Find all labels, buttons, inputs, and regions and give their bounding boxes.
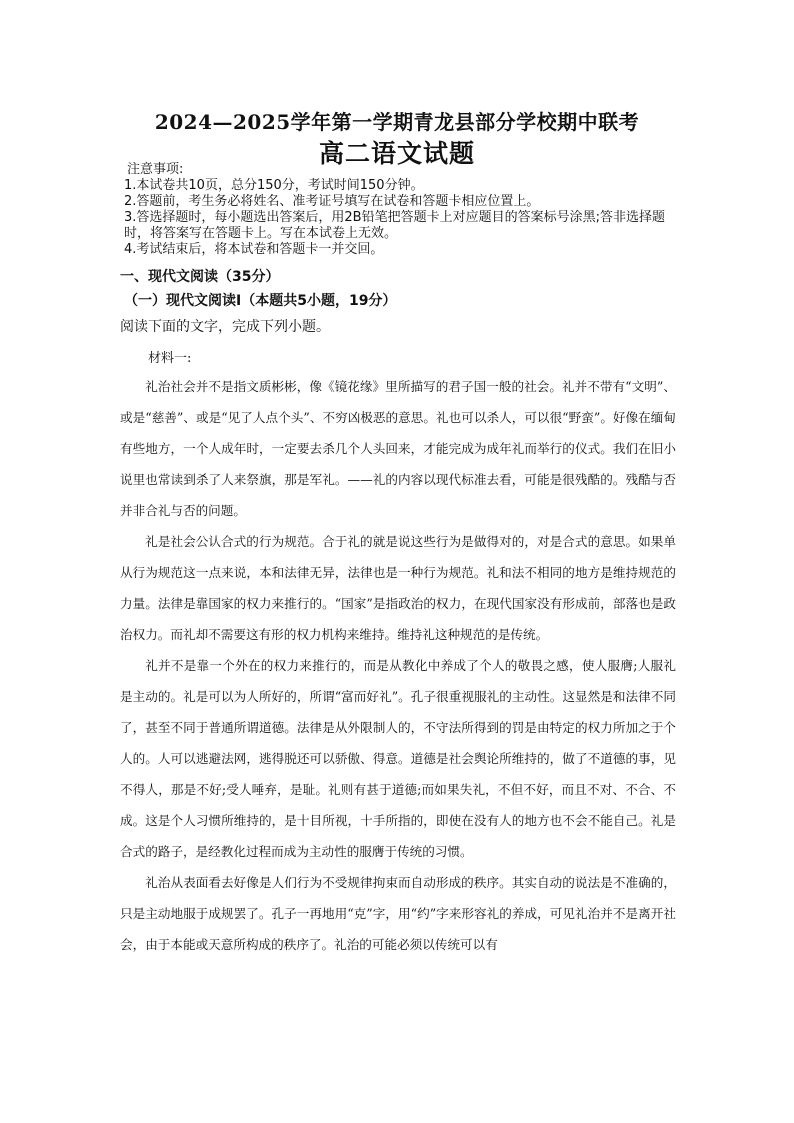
notice-item-4: 4.考试结束后，将本试卷和答题卡一并交回。 (124, 242, 384, 257)
notice-heading: 注意事项: (127, 162, 184, 177)
passage-paragraph-4: 礼治从表面看去好像是人们行为不受规律拘束而自动形成的秩序。其实自动的说法是不准确的，只是主动地服于成规罢了。孔子一再地用“克”字，用“约”字来形容礼的养成，可见礼治并不是离开社会，由于本能或天意所构成的秩序了。礼治的可能必须以传统可以有 (120, 875, 676, 952)
passage-paragraph-1: 礼治社会并不是指文质彬彬，像《镜花缘》里所描写的君子国一般的社会。礼并不带有“文明”、或是“慈善”、或是“见了人点个头”、不穷凶极恶的意思。礼也可以杀人，可以很“野蛮”。好像在缅甸有些地方，一个人成年时，一定要去杀几个人头回来，才能完成为成年礼而举行的仪式。我们在旧小说里也常读到杀了人来祭旗，那是军礼。——礼的内容以现代标准去看，可能是很残酷的。残酷与否并非合礼与否的问题。 (120, 379, 676, 518)
section-subtitle: （一）现代文阅读Ⅰ（本题共5小题，19分） (124, 293, 397, 309)
notice-item-2: 2.答题前，考生务必将姓名、准考证号填写在试卷和答题卡相应位置上。 (124, 194, 540, 209)
exam-title: 2024—2025学年第一学期青龙县部分学校期中联考 (154, 110, 640, 134)
notice-item-1: 1.本试卷共10页，总分150分，考试时间150分钟。 (124, 178, 424, 193)
reading-passage (120, 371, 676, 960)
passage-paragraph-2: 礼是社会公认合式的行为规范。合于礼的就是说这些行为是做得对的，对是合式的意思。如果单从行为规范这一点来说，本和法律无异，法律也是一种行为规范。礼和法不相同的地方是维持规范的力量。法律是靠国家的权力来推行的。“国家”是指政治的权力，在现代国家没有形成前，部落也是政治权力。而礼却不需要这有形的权力机构来维持。维持礼这种规范的是传统。 (120, 534, 676, 642)
material-label: 材料一: (148, 351, 192, 366)
exam-subtitle: 高二语文试题 (318, 139, 475, 168)
section-title: 一、现代文阅读（35分） (120, 269, 280, 285)
passage-paragraph-3: 礼并不是靠一个外在的权力来推行的，而是从教化中养成了个人的敬畏之感，使人服膺;人服礼是主动的。礼是可以为人所好的，所谓“富而好礼”。孔子很重视服礼的主动性。这显然是和法律不同了，甚至不同于普通所谓道德。法律是从外限制人的，不守法所得到的罚是由特定的权力所加之于个人的。人可以逃避法网，逃得脱还可以骄傲、得意。道德是社会舆论所维持的，做了不道德的事，见不得人，那是不好;受人唾弃，是耻。礼则有甚于道德;而如果失礼，不但不好，而且不对、不合、不成。这是个人习惯所维持的，是十目所视，十手所指的，即使在没有人的地方也不会不能自己。礼是合式的路子，是经教化过程而成为主动性的服膺于传统的习惯。 (120, 658, 676, 859)
section-instruction: 阅读下面的文字，完成下列小题。 (120, 319, 330, 335)
notice-item-3: 3.答选择题时，每小题选出答案后，用2B铅笔把答题卡上对应题目的答案标号涂黑;答非选择题时，将答案写在答题卡上。写在本试卷上无效。 (124, 210, 665, 241)
